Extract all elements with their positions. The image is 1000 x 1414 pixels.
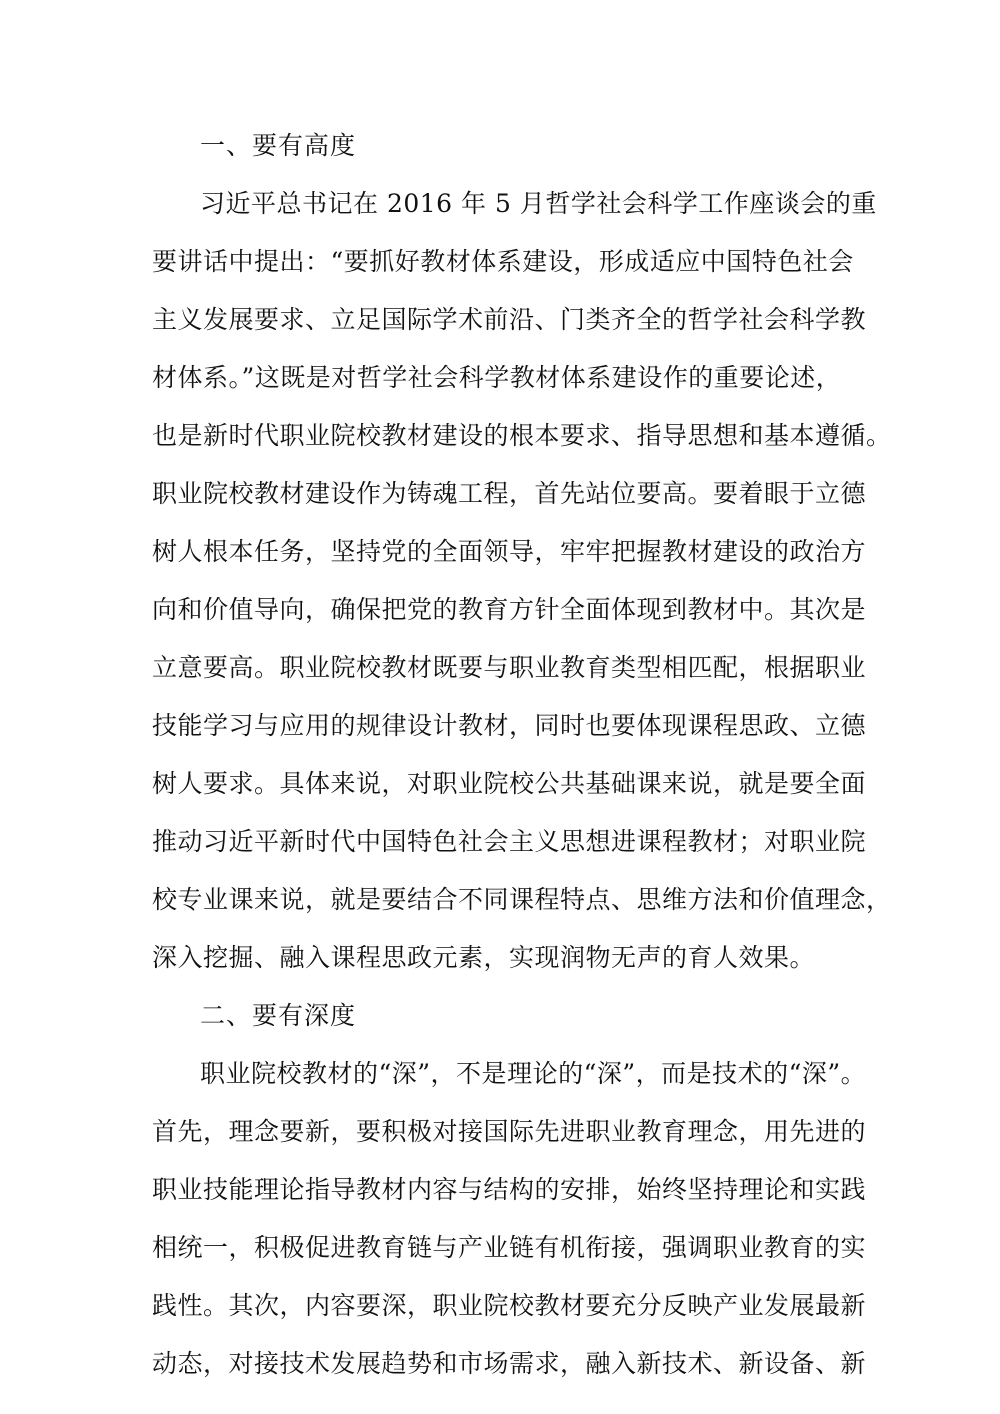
paragraph-line: 推动习近平新时代中国特色社会主义思想进课程教材；对职业院 [152,827,867,856]
paragraph-line: 立意要高。职业院校教材既要与职业教育类型相匹配，根据职业 [152,653,867,682]
paragraph-line: 树人根本任务，坚持党的全面领导，牢牢把握教材建设的政治方 [152,537,867,566]
paragraph-line: 向和价值导向，确保把党的教育方针全面体现到教材中。其次是 [152,595,867,624]
paragraph-line: 要讲话中提出：“要抓好教材体系建设，形成适应中国特色社会 [152,247,854,276]
paragraph-line: 树人要求。具体来说，对职业院校公共基础课来说，就是要全面 [152,769,867,798]
paragraph-line: 首先，理念要新，要积极对接国际先进职业教育理念，用先进的 [152,1117,867,1146]
paragraph-line: 深入挖掘、融入课程思政元素，实现润物无声的育人效果。 [152,943,816,972]
section-heading-2: 二、要有深度 [200,1001,357,1030]
paragraph-line: 主义发展要求、立足国际学术前沿、门类齐全的哲学社会科学教 [152,305,867,334]
paragraph-line: 职业技能理论指导教材内容与结构的安排，始终坚持理论和实践 [152,1175,867,1204]
paragraph-line: 职业院校教材的“深”，不是理论的“深”，而是技术的“深”。 [200,1059,867,1088]
paragraph-line: 践性。其次，内容要深，职业院校教材要充分反映产业发展最新 [152,1291,867,1320]
paragraph-line: 也是新时代职业院校教材建设的根本要求、指导思想和基本遵循。 [152,421,892,450]
section-heading-1: 一、要有高度 [200,131,357,160]
paragraph-line: 相统一，积极促进教育链与产业链有机衔接，强调职业教育的实 [152,1233,867,1262]
paragraph-line: 习近平总书记在 2016 年 5 月哲学社会科学工作座谈会的重 [200,189,877,218]
paragraph-line: 动态，对接技术发展趋势和市场需求，融入新技术、新设备、新 [152,1349,867,1378]
paragraph-line: 材体系。”这既是对哲学社会科学教材体系建设作的重要论述， [152,363,842,392]
paragraph-line: 技能学习与应用的规律设计教材，同时也要体现课程思政、立德 [152,711,867,740]
paragraph-line: 职业院校教材建设作为铸魂工程，首先站位要高。要着眼于立德 [152,479,867,508]
paragraph-line: 校专业课来说，就是要结合不同课程特点、思维方法和价值理念， [152,885,892,914]
